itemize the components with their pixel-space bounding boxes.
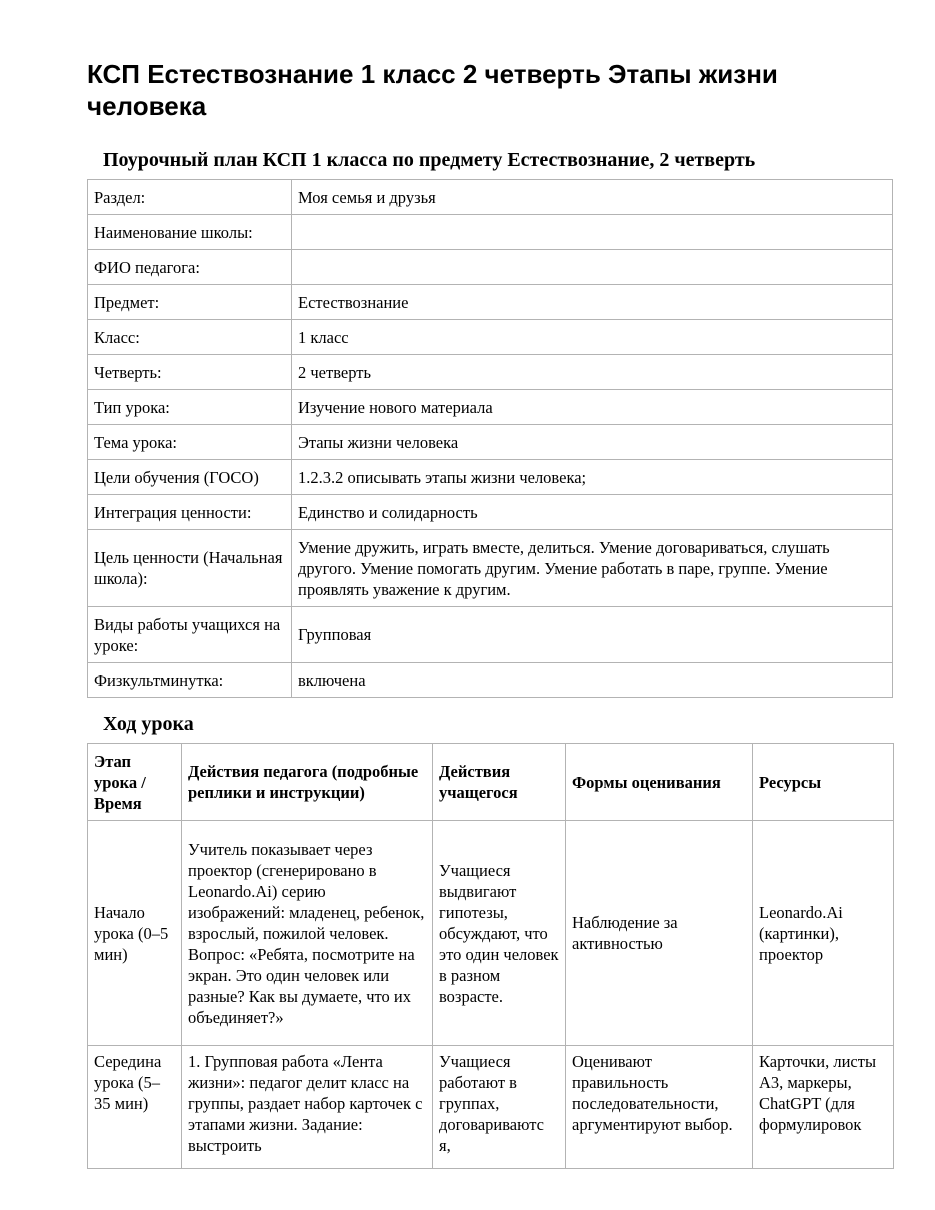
column-header: Этап урока / Время: [88, 744, 182, 821]
info-row: [88, 320, 893, 355]
table-cell: Leonardo.Ai (картинки), проектор: [753, 821, 894, 1046]
lesson-info-table: [87, 179, 893, 698]
info-label: Раздел:: [88, 180, 292, 215]
info-label: Физкультминутка:: [88, 663, 292, 698]
table-cell: Начало урока (0–5 мин): [88, 821, 182, 1046]
info-label: Интеграция ценности:: [88, 495, 292, 530]
info-label: Класс:: [88, 320, 292, 355]
lesson-progress-table: [87, 743, 894, 1169]
info-row: [88, 460, 893, 495]
info-value: Групповая: [292, 607, 893, 663]
info-row: [88, 180, 893, 215]
lesson-progress-heading: Ход урока: [103, 713, 194, 735]
info-label: Цель ценности (Начальная школа):: [88, 530, 292, 607]
info-row: [88, 355, 893, 390]
info-row: [88, 663, 893, 698]
info-row: [88, 390, 893, 425]
info-label: Цели обучения (ГОСО): [88, 460, 292, 495]
info-value: [292, 250, 893, 285]
info-value: Умение дружить, играть вместе, делиться. Умение договариваться, слушать другого. Умение помогать другим. Умение работать в паре, группе. Умение проявлять уважение к другим.: [292, 530, 893, 607]
table-cell: Учащиеся выдвигают гипотезы, обсуждают, что это один человек в разном возрасте.: [433, 821, 566, 1046]
page-title: КСП Естествознание 1 класс 2 четверть Этапы жизни человека: [87, 59, 778, 121]
column-header: Формы оценивания: [566, 744, 753, 821]
table-row: [88, 821, 894, 1046]
info-value: Единство и солидарность: [292, 495, 893, 530]
info-row: [88, 215, 893, 250]
info-row: [88, 425, 893, 460]
table-cell: Карточки, листы А3, маркеры, ChatGPT (для формулировок: [753, 1046, 894, 1169]
column-header: Действия учащегося: [433, 744, 566, 821]
info-value: Моя семья и друзья: [292, 180, 893, 215]
table-cell: Учащиеся работают в группах, договариваютс я,: [433, 1046, 566, 1169]
info-row: [88, 250, 893, 285]
info-label: Предмет:: [88, 285, 292, 320]
info-value: 1 класс: [292, 320, 893, 355]
info-row: [88, 530, 893, 607]
info-value: 2 четверть: [292, 355, 893, 390]
info-label: Виды работы учащихся на уроке:: [88, 607, 292, 663]
info-value: Этапы жизни человека: [292, 425, 893, 460]
info-value: [292, 215, 893, 250]
info-row: [88, 285, 893, 320]
info-row: [88, 607, 893, 663]
info-value: Изучение нового материала: [292, 390, 893, 425]
info-label: Наименование школы:: [88, 215, 292, 250]
info-label: Тип урока:: [88, 390, 292, 425]
table-header-row: [88, 744, 894, 821]
info-value: включена: [292, 663, 893, 698]
info-value: Естествознание: [292, 285, 893, 320]
info-value: 1.2.3.2 описывать этапы жизни человека;: [292, 460, 893, 495]
info-label: ФИО педагога:: [88, 250, 292, 285]
table-row: [88, 1046, 894, 1169]
column-header: Ресурсы: [753, 744, 894, 821]
plan-subtitle: Поурочный план КСП 1 класса по предмету Естествознание, 2 четверть: [103, 149, 756, 171]
info-row: [88, 495, 893, 530]
table-cell: 1. Групповая работа «Лента жизни»: педагог делит класс на группы, раздает набор карточек с этапами жизни. Задание: выстроить: [182, 1046, 433, 1169]
table-cell: Середина урока (5–35 мин): [88, 1046, 182, 1169]
table-cell: Оценивают правильность последовательности, аргументируют выбор.: [566, 1046, 753, 1169]
column-header: Действия педагога (подробные реплики и инструкции): [182, 744, 433, 821]
table-cell: Наблюдение за активностью: [566, 821, 753, 1046]
table-cell: Учитель показывает через проектор (сгенерировано в Leonardo.Ai) серию изображений: младенец, ребенок, взрослый, пожилой человек. Вопрос: «Ребята, посмотрите на экран. Это один человек или разные? Как вы думаете, что их объединяет?»: [182, 821, 433, 1046]
info-label: Четверть:: [88, 355, 292, 390]
info-label: Тема урока:: [88, 425, 292, 460]
